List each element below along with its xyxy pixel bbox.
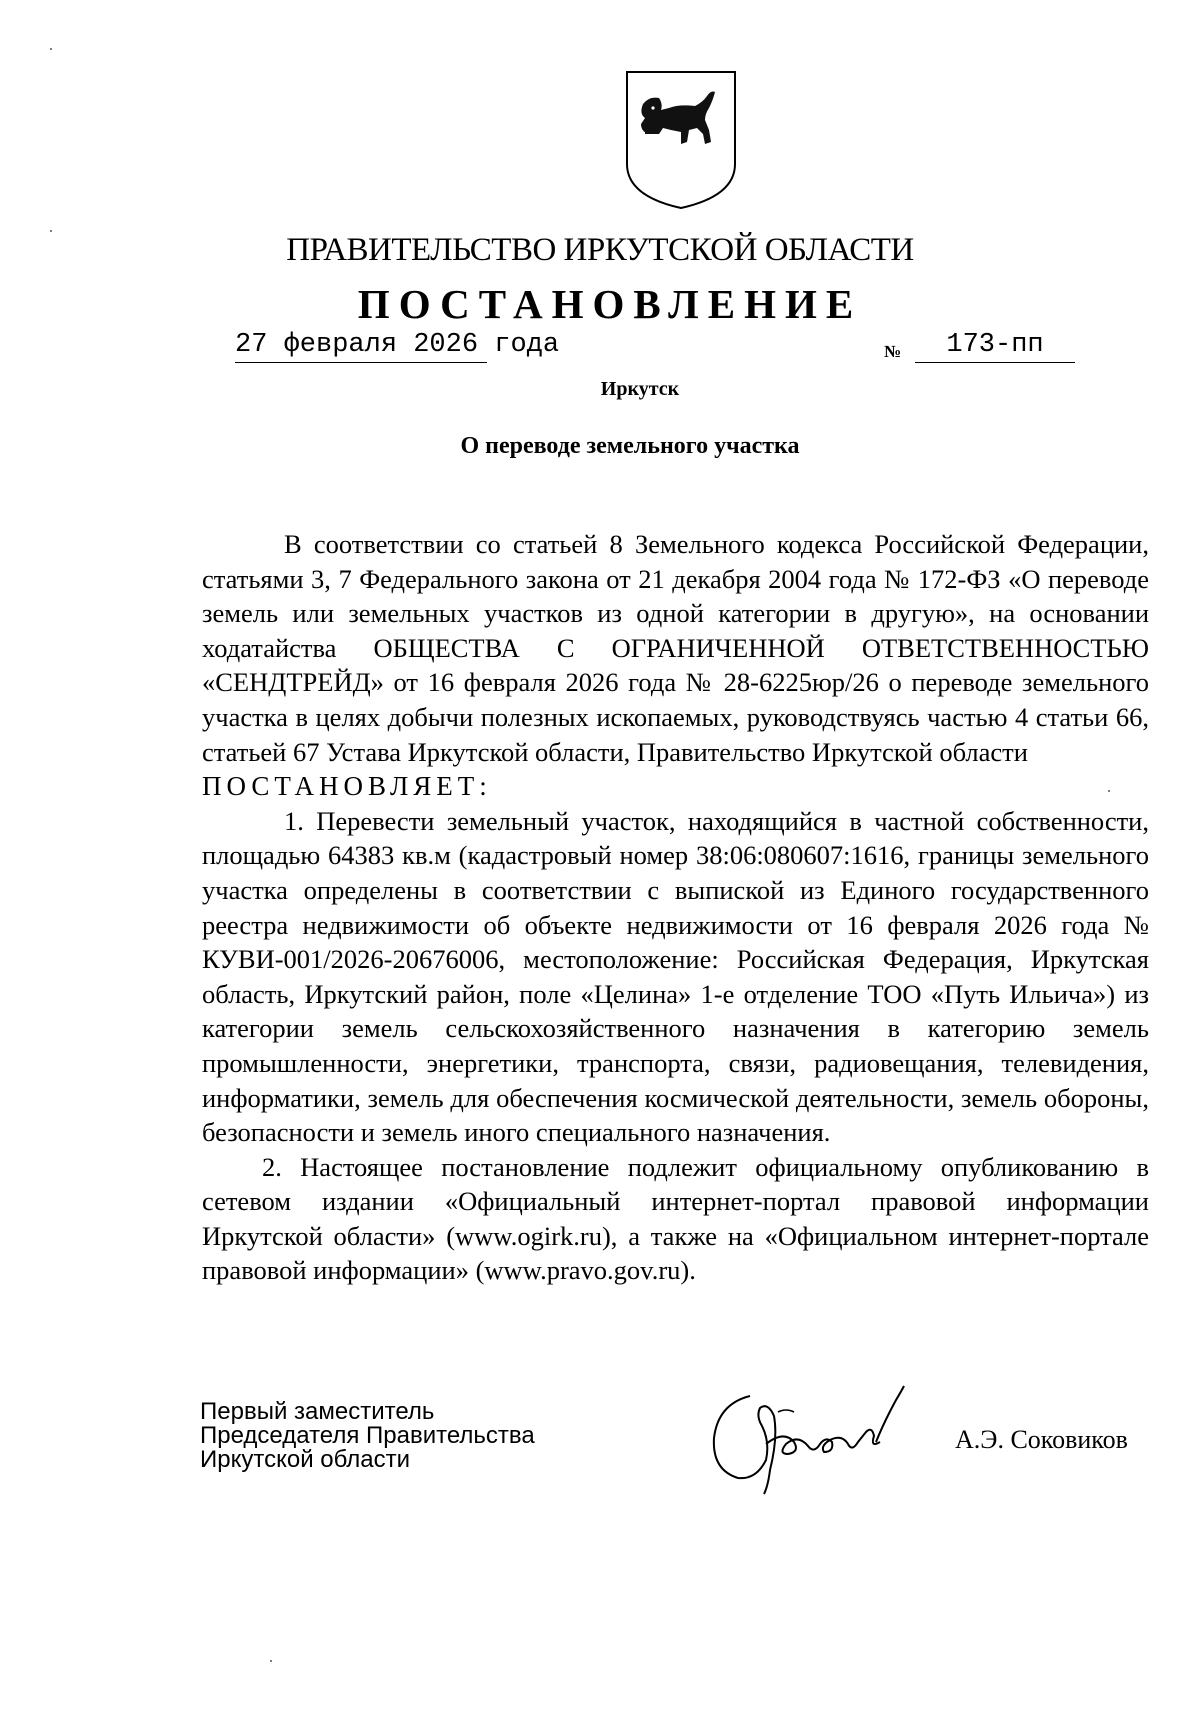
item-1-paragraph: 1. Перевести земельный участок, находящийся в частной собственности, площадью 64383 кв.м (кадастровый номер 38:06:080607:1616, границы земельного участка определены в соответствии с выпиской из Единого государственного реестра недвижимости об объекте недвижимости от 16 февраля 2026 года № КУВИ-001/2026-20676006, местоположение: Российская Федерация, Иркутская область, Иркутский район, поле «Целина» 1-е отделение ТОО «Путь Ильича») из категории земель сельскохозяйственного назначения в категорию земель промышленности, энергетики, транспорта, связи, радиовещания, телевидения, информатики, земель для обеспечения космической деятельности, земель обороны, безопасности и земель иного специального назначения. bbox=[202, 805, 1149, 1148]
document-date: 27 февраля 2026 года bbox=[235, 330, 487, 363]
document-type: ПОСТАНОВЛЕНИЕ bbox=[357, 281, 863, 327]
government-title: ПРАВИТЕЛЬСТВО ИРКУТСКОЙ ОБЛАСТИ bbox=[286, 232, 914, 268]
city: Иркутск bbox=[600, 378, 680, 400]
document-subject: О переводе земельного участка bbox=[460, 433, 800, 459]
document-body bbox=[202, 527, 1149, 1288]
scan-speck bbox=[270, 1660, 272, 1662]
handwritten-signature bbox=[708, 1382, 918, 1500]
preamble-paragraph: В соответствии со статьей 8 Земельного кодекса Российской Федерации, статьями 3, 7 Федерального закона от 21 декабря 2004 года № 172-ФЗ «О переводе земель или земельных участков из одной категории в другую», на основании ходатайства ОБЩЕСТВА С ОГРАНИЧЕННОЙ ОТВЕТСТВЕННОСТЬЮ «СЕНДТРЕЙД» от 16 февраля 2026 года № 28-6225юр/26 о переводе земельного участка в целях добычи полезных ископаемых, руководствуясь частью 4 статьи 66, статьей 67 Устава Иркутской области, Правительство Иркутской области bbox=[202, 529, 1149, 767]
irkutsk-coat-of-arms-icon bbox=[623, 68, 739, 210]
signatory-position bbox=[200, 1400, 535, 1472]
position-line: Первый заместитель bbox=[200, 1398, 435, 1425]
item-2-paragraph: 2. Настоящее постановление подлежит официальному опубликованию в сетевом издании «Официальный интернет-портал правовой информации Иркутской области» (www.ogirk.ru), а также на «Официальном интернет-портале правовой информации» (www.pravo.gov.ru). bbox=[202, 1151, 1149, 1286]
scan-speck bbox=[1108, 790, 1110, 792]
scan-speck bbox=[50, 48, 52, 50]
resolves-heading: ПОСТАНОВЛЯЕТ: bbox=[202, 771, 492, 802]
signatory-name: А.Э. Соковиков bbox=[955, 1425, 1128, 1454]
position-line: Иркутской области bbox=[200, 1446, 411, 1473]
scan-speck bbox=[50, 230, 52, 232]
number-sign: № bbox=[884, 342, 902, 361]
document-number: 173-пп bbox=[915, 330, 1075, 363]
position-line: Председателя Правительства bbox=[200, 1422, 535, 1449]
